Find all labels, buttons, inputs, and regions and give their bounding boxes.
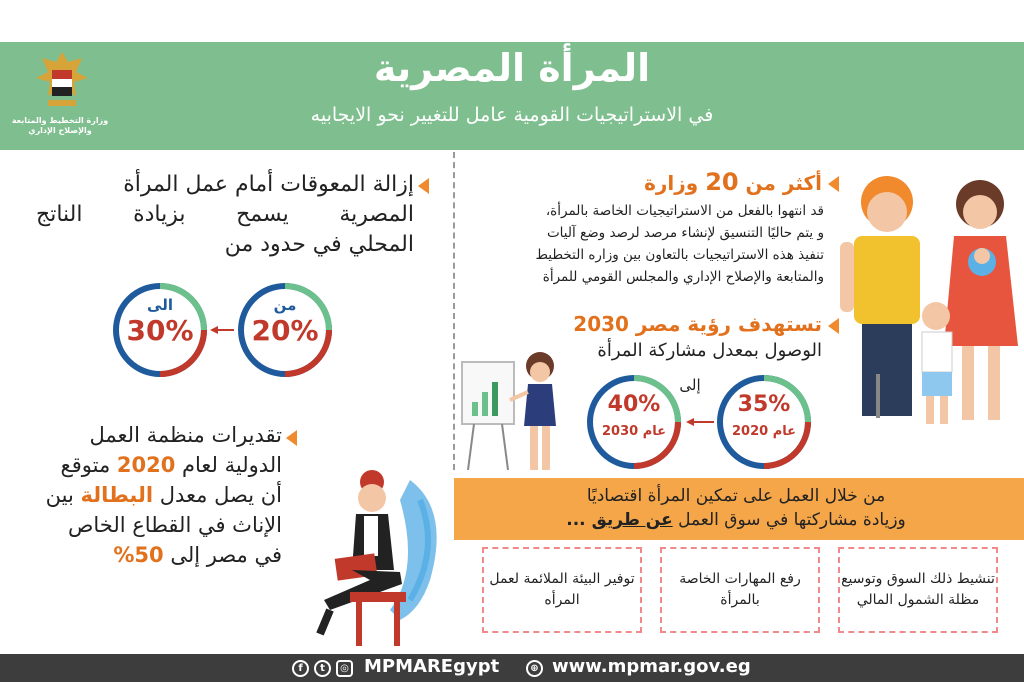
participation-to-value: 40% xyxy=(607,392,661,417)
unemployment-text xyxy=(26,420,282,570)
ministries-body-line-1: قد انتهوا بالفعل من الاستراتيجيات الخاصة بالمرأة، xyxy=(545,203,824,219)
instagram-icon: ◎ xyxy=(336,660,353,677)
ministries-body xyxy=(470,200,824,288)
vision-heading: تستهدف رؤية مصر 2030 xyxy=(573,312,822,336)
box-skills: رفع المهارات الخاصة بالمرأة xyxy=(660,547,820,633)
unemployment-line-1: تقديرات منظمة العمل xyxy=(89,423,282,447)
pointer-icon xyxy=(828,318,839,334)
pointer-icon xyxy=(286,430,297,446)
gdp-to-label: الى xyxy=(147,296,173,314)
gdp-heading-line-1: إزالة المعوقات أمام عمل المرأة xyxy=(123,172,414,197)
participation-from-value: 35% xyxy=(737,392,791,417)
unemployment-line-4: الإناث في القطاع الخاص xyxy=(68,513,282,537)
empowerment-line-1: من خلال العمل على تمكين المرأة اقتصاديًا xyxy=(586,486,886,506)
participation-rings xyxy=(584,370,838,474)
gdp-heading-line-2: المصرية يسمح بزيادة الناتج xyxy=(36,202,414,227)
participation-to-year: عام 2030 xyxy=(601,424,666,439)
participation-from-year: عام 2020 xyxy=(731,424,796,439)
page-subtitle: في الاستراتيجيات القومية عامل للتغيير نحو الايجابيه xyxy=(310,104,714,126)
gdp-from-value: 20% xyxy=(251,314,319,347)
presenter-illustration xyxy=(458,350,568,476)
social-handle: MPMAREgypt xyxy=(364,656,500,677)
box-environment: توفير البيئة الملائمة لعمل المرأه xyxy=(482,547,642,633)
pointer-icon xyxy=(418,178,429,194)
ministries-body-line-2: و يتم حاليًا التنسيق لإنشاء مرصد لرصد وضع آليات xyxy=(546,225,824,241)
empowerment-text xyxy=(470,484,1002,532)
twitter-icon: t xyxy=(314,660,331,677)
page-title: المرأة المصرية xyxy=(373,46,651,90)
unemployment-line-5: في مصر إلى 50% xyxy=(113,543,282,567)
woman-laptop-illustration xyxy=(290,460,450,650)
empowerment-line-2: وزيادة مشاركتها في سوق العمل عن طريق ... xyxy=(566,510,906,530)
column-divider xyxy=(453,152,455,470)
ministries-body-line-4: والمتابعة والإصلاح الإداري والمجلس القومي للمرأة xyxy=(542,269,824,285)
ministries-body-line-3: تنفيذ هذه الاستراتيجيات بالتعاون بين وزاره التخطيط xyxy=(535,247,824,263)
gdp-from-label: من xyxy=(273,296,297,314)
ministry-name: وزارة التخطيط والمتابعة والإصلاح الإداري xyxy=(11,116,109,135)
gdp-to-value: 30% xyxy=(126,314,194,347)
unemployment-line-2: الدولية لعام 2020 متوقع xyxy=(60,453,282,477)
globe-icon: ⊕ xyxy=(526,660,543,677)
facebook-icon: f xyxy=(292,660,309,677)
ministries-heading: أكثر من 20 وزارة xyxy=(644,168,822,196)
footer-bar xyxy=(0,654,1024,682)
family-illustration xyxy=(832,170,1022,432)
participation-to-label: إلى xyxy=(679,376,701,394)
vision-subheading: الوصول بمعدل مشاركة المرأة xyxy=(597,340,822,361)
unemployment-line-3: أن يصل معدل البطالة بين xyxy=(45,483,282,507)
gdp-heading xyxy=(36,170,414,260)
gdp-heading-line-3: المحلي في حدود من xyxy=(224,232,414,257)
website-link[interactable]: www.mpmar.gov.eg xyxy=(552,656,751,677)
box-market-activation: تنشيط ذلك السوق وتوسيع مظلة الشمول المالي xyxy=(838,547,998,633)
